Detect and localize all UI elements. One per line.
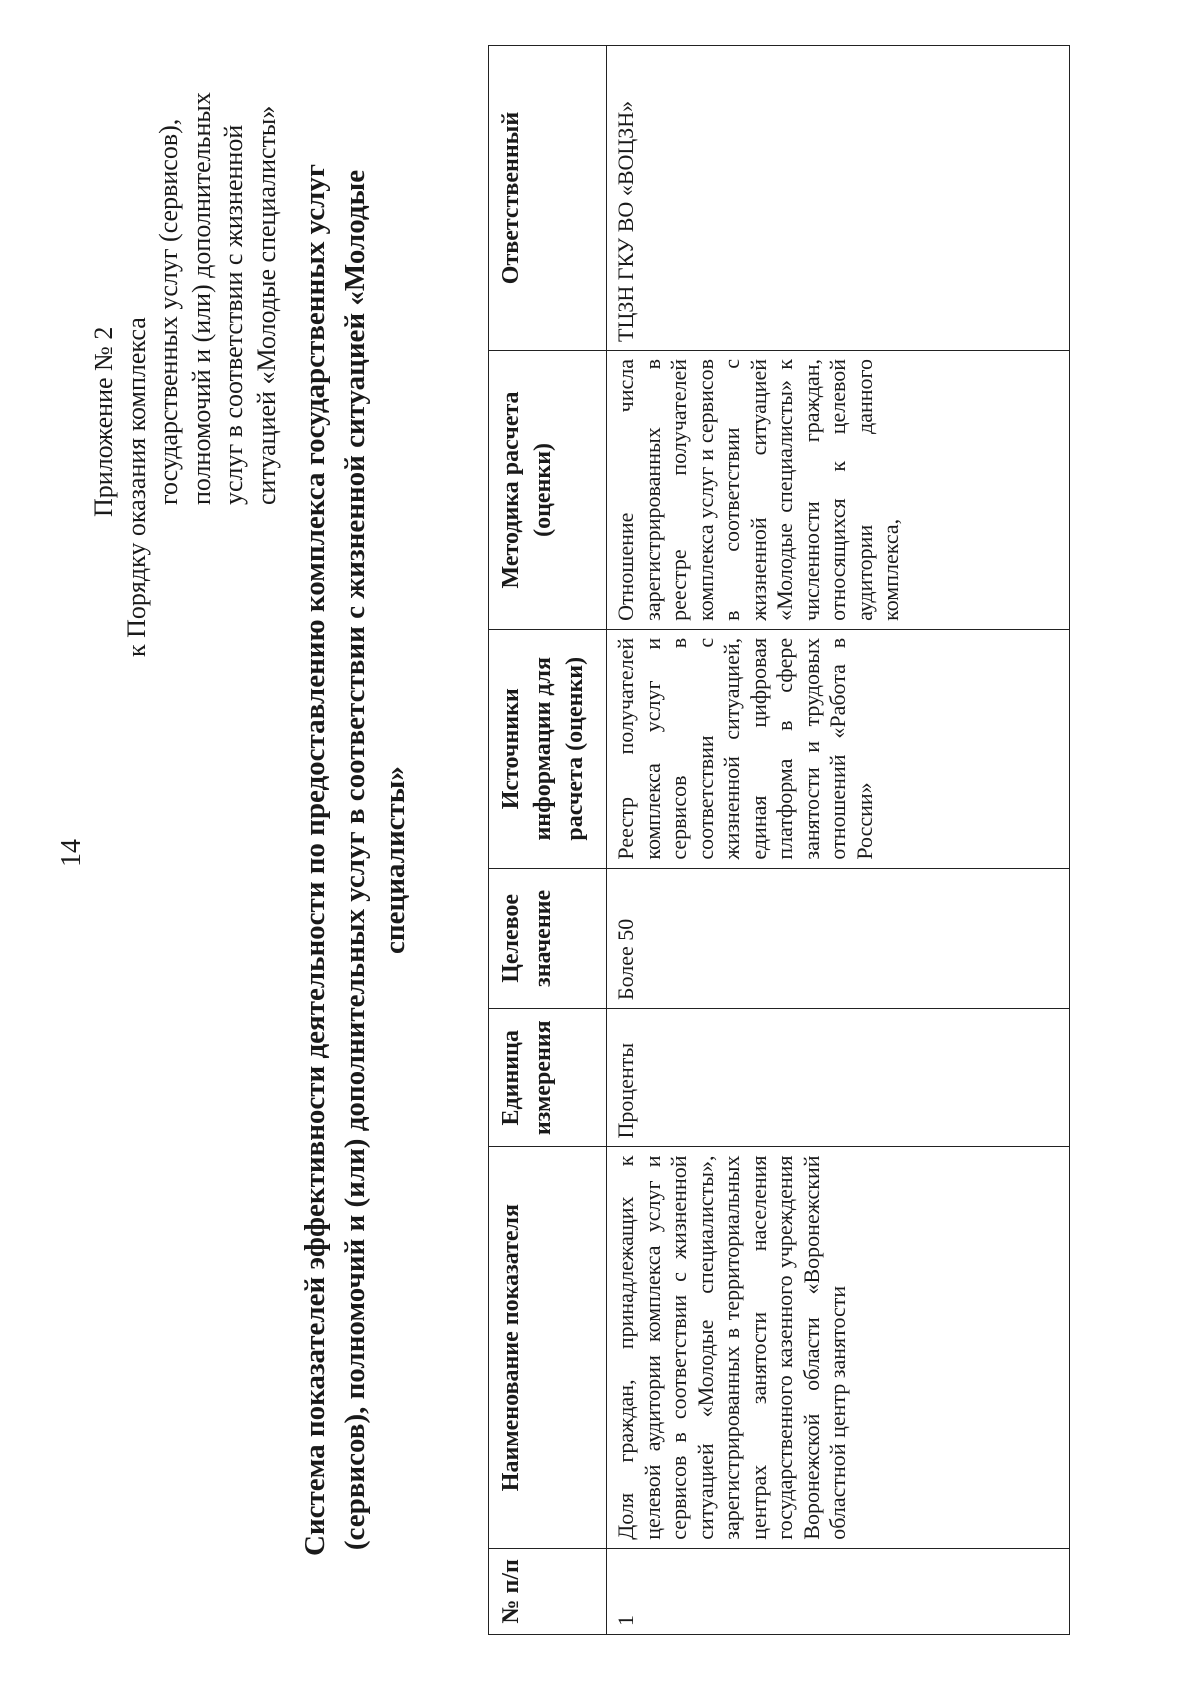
page-number: 14 [56,839,87,867]
cell-method: Отношение числа зарегистрированных в реестре получателей комплекса услуг и сервисов в соответствии с жизненной ситуацией «Молодые специалисты» к численности граждан, относящихся к целевой аудитории данного комплекса, [607,351,1070,630]
document-title [295,110,415,1610]
indicators-table [488,45,1070,1635]
cell-target-value: Более 50 [607,868,1070,1008]
title-line: (сервисов), полномочий и (или) дополнительных услуг в соответствии с жизненной ситуацией «Молодые [339,169,371,1551]
appendix-line: Приложение № 2 [89,326,118,517]
cell-number: 1 [607,1548,1070,1634]
appendix-line: ситуацией «Молодые специалисты» [251,105,281,505]
appendix-line: полномочий и (или) дополнительных [186,92,216,505]
cell-sources: Реестр получателей комплекса услуг и сервисов в соответствии с жизненной ситуацией, единая цифровая платформа в сфере занятости и трудовых отношений «Работа в России» [607,629,1070,868]
appendix-header [88,57,283,657]
header-method: Методика расчета (оценки) [489,351,607,630]
header-sources: Источники информации для расчета (оценки) [489,629,607,868]
title-line: Система показателей эффективности деятельности по предоставлению комплекса государственных услуг [299,163,331,1557]
cell-indicator-name: Доля граждан, принадлежащих к целевой аудитории комплекса услуг и сервисов в соответствии с жизненной ситуацией «Молодые специалисты», зарегистрированных в территориальных центрах занятости населения государственного казенного учреждения Воронежской области «Воронежский областной центр занятости [607,1147,1070,1548]
header-indicator-name: Наименование показателя [489,1147,607,1548]
table-row [607,46,1070,1635]
cell-unit: Проценты [607,1009,1070,1147]
title-line: специалисты» [379,766,411,954]
header-responsible: Ответственный [489,46,607,351]
header-target-value: Целевое значение [489,868,607,1008]
table-header-row [489,46,607,1635]
appendix-line: государственных услуг (сервисов), [154,118,183,505]
header-number: № п/п [489,1548,607,1634]
cell-responsible: ТЦЗН ГКУ ВО «ВОЦЗН» [607,46,1070,351]
header-unit: Единица измерения [489,1009,607,1147]
appendix-line: к Порядку оказания комплекса [121,317,151,657]
appendix-line: услуг в соответствии с жизненной [219,124,248,505]
